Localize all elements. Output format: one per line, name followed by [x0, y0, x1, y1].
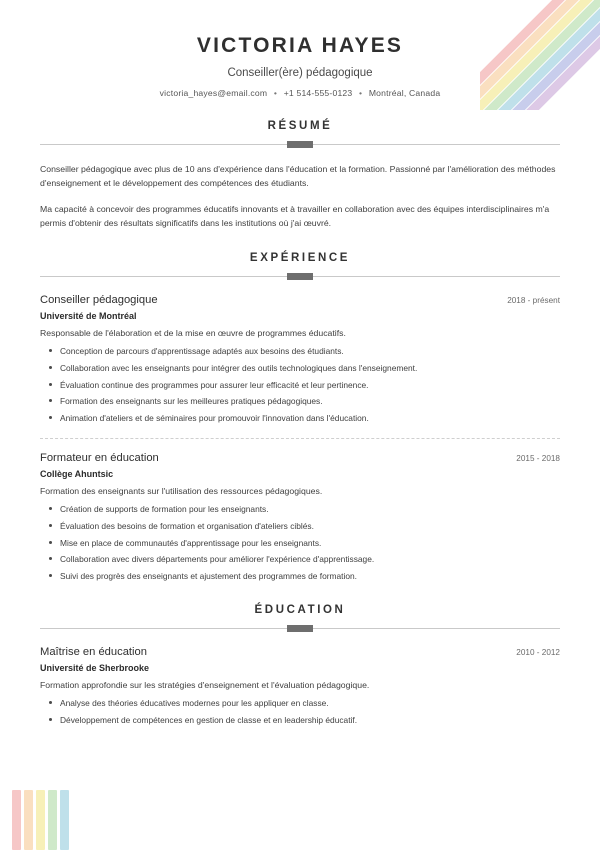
education-dates: 2010 - 2012 [516, 648, 560, 658]
education-institution: Université de Sherbrooke [40, 663, 150, 674]
experience-bullet-list [40, 345, 560, 424]
education-entry-header [40, 646, 560, 658]
list-item: Formation des enseignants sur les meilleures pratiques pédagogiques. [60, 395, 560, 407]
education-degree: Maîtrise en éducation [40, 646, 147, 659]
experience-description: Formation des enseignants sur l'utilisation des ressources pédagogiques. [40, 486, 323, 497]
list-item: Évaluation continue des programmes pour assurer leur efficacité et leur pertinence. [60, 379, 560, 391]
experience-entry-header [40, 294, 560, 306]
experience-organization: Collège Ahuntsic [40, 469, 114, 480]
education-entry [40, 646, 560, 726]
candidate-name: VICTORIA HAYES [196, 34, 404, 57]
contact-phone[interactable]: +1 514-555-0123 [283, 88, 353, 98]
section-title-education: ÉDUCATION [254, 604, 346, 617]
list-item: Développement de compétences en gestion de classe et en leadership éducatif. [60, 714, 560, 726]
contact-separator-2: • [359, 88, 363, 98]
entry-separator [40, 438, 560, 439]
list-item: Conception de parcours d'apprentissage adaptés aux besoins des étudiants. [60, 345, 560, 357]
list-item: Collaboration avec les enseignants pour intégrer des outils technologiques dans l'enseignement. [60, 362, 560, 374]
contact-line [40, 88, 560, 98]
section-summary [40, 120, 560, 230]
experience-organization: Université de Montréal [40, 311, 137, 322]
experience-role: Conseiller pédagogique [40, 294, 158, 307]
list-item: Analyse des théories éducatives modernes pour les appliquer en classe. [60, 697, 560, 709]
list-item: Animation d'ateliers et de séminaires pour promouvoir l'innovation dans l'éducation. [60, 412, 560, 424]
experience-dates: 2018 - présent [507, 296, 560, 306]
education-description: Formation approfondie sur les stratégies d'enseignement et l'évaluation pédagogique. [40, 680, 370, 691]
list-item: Création de supports de formation pour les enseignants. [60, 503, 560, 515]
section-divider-experience [40, 273, 560, 281]
contact-email[interactable]: victoria_hayes@email.com [159, 88, 268, 98]
experience-entry [40, 294, 560, 424]
section-title-experience: EXPÉRIENCE [249, 252, 351, 265]
section-title-summary: RÉSUMÉ [267, 120, 333, 132]
experience-dates: 2015 - 2018 [516, 454, 560, 464]
experience-entry [40, 452, 560, 582]
decorative-stripes-bottom-left [0, 790, 90, 850]
list-item: Mise en place de communautés d'apprentissage pour les enseignants. [60, 537, 560, 549]
summary-paragraph-1: Conseiller pédagogique avec plus de 10 ans d'expérience dans l'éducation et la formation. Passionné par l'amélioration des méthodes d'enseignement et le développement des compétences des étudiants. [40, 164, 556, 189]
candidate-job-title: Conseiller(ère) pédagogique [227, 67, 373, 79]
experience-entry-header [40, 452, 560, 464]
list-item: Suivi des progrès des enseignants et ajustement des programmes de formation. [60, 570, 560, 582]
education-bullet-list [40, 697, 560, 726]
section-education [40, 604, 560, 726]
list-item: Collaboration avec divers départements pour améliorer l'expérience d'apprentissage. [60, 553, 560, 565]
section-experience [40, 252, 560, 582]
experience-bullet-list [40, 503, 560, 582]
contact-separator-1: • [273, 88, 278, 98]
experience-role: Formateur en éducation [40, 452, 159, 465]
list-item: Évaluation des besoins de formation et organisation d'ateliers ciblés. [60, 520, 560, 532]
section-divider-education [40, 625, 560, 633]
summary-paragraph-2: Ma capacité à concevoir des programmes éducatifs innovants et à travailler en collaboration avec des équipes interdisciplinaires m'a permis d'obtenir des résultats significatifs dans les institutions où j'ai œuvré. [40, 204, 550, 229]
contact-location: Montréal, Canada [368, 88, 441, 98]
section-divider-summary [40, 141, 560, 149]
resume-header [40, 26, 560, 98]
experience-description: Responsable de l'élaboration et de la mise en œuvre de programmes éducatifs. [40, 328, 346, 339]
